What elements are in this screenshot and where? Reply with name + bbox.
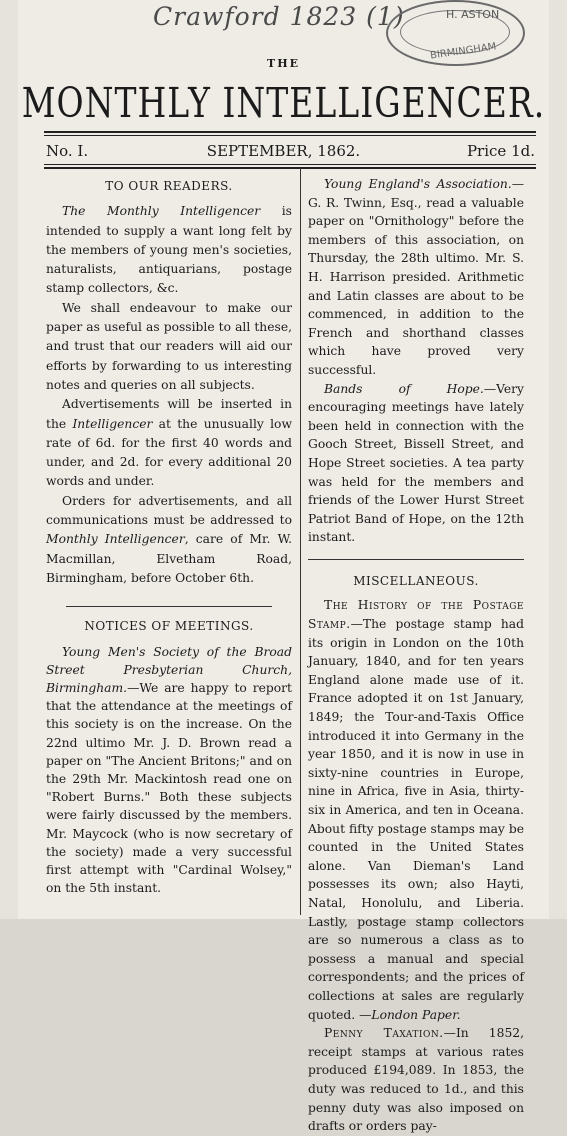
readers-paragraph-2: We shall endeavour to make our paper as useful as possible to all these, and trust that our readers will aid our efforts by forwarding to us interesting notes and queries on all subjects. xyxy=(46,300,292,392)
bands-of-hope-name: Bands of Hope. xyxy=(324,381,484,396)
readers-p4-a: Orders for advertisements, and all communications must be addressed to xyxy=(46,493,292,528)
meetings-heading: NOTICES OF MEETINGS. xyxy=(84,619,254,634)
penny-taxation-paragraph xyxy=(308,1024,524,1136)
meetings-p1-text: —We are happy to report that the attendance at the meetings of this society is on the increase. On the 22nd ultimo Mr. J. D. Brown read a paper on "The Ancient Britons;" and on the 29th Mr. Mackintosh read one on "Robert Burns." Both these subjects were fairly discussed by the members. Mr. Maycock (who is now secretary of the society) made a very successful first attempt with "Cardinal Wolsey," on the 5th instant. xyxy=(46,680,292,896)
association-text: —G. R. Twinn, Esq., read a valuable paper on "Ornithology" before the members of this association, on Thursday, the 28th ultimo. Mr. S. H. Harrison presided. Arithmetic and Latin classes are about to be commenced, in addition to the French and shorthand classes which have proved very successful. xyxy=(308,177,524,377)
readers-p3-em: Intelligencer xyxy=(72,416,153,431)
readers-paragraph-4 xyxy=(46,492,292,588)
issue-date: SEPTEMBER, 1862. xyxy=(206,142,361,160)
penny-taxation-text: —In 1852, receipt stamps at various rates produced £194,089. In 1853, the duty was reduced to 1d., and this penny duty was also imposed on drafts or orders pay- xyxy=(308,1026,524,1134)
penny-taxation-lead: Penny Taxation. xyxy=(324,1026,444,1041)
column-divider xyxy=(300,168,301,915)
masthead-rule-top-thin xyxy=(44,135,536,136)
right-column xyxy=(308,175,524,1136)
masthead-rule-bottom-thin xyxy=(44,164,536,165)
postage-history-text: —The postage stamp had its origin in London on the 10th January, 1840, and for ten years England alone made use of it. France adopted it on 1st January, 1849; the Tour-and-Taxis Office introduced it into Germany in the year 1850, and it is now in use in sixty-nine countries in Europe, nine in Africa, five in Asia, thirty-six in America, and ten in Oceana. About fifty postage stamps may be counted in the United States alone. Van Dieman's Land possesses its own; also Hayti, Natal, Honolulu, and Liberia. Lastly, postage stamp collectors are so numerous a class as to possess a manual and special correspondents; and the prices of collections at sales are regularly quoted. — xyxy=(308,617,524,1022)
postage-history-source: London Paper. xyxy=(371,1007,461,1022)
left-column xyxy=(46,177,292,897)
masthead-rule-top xyxy=(44,131,536,133)
masthead-the: THE xyxy=(267,57,300,70)
stamp-top-text: H. ASTON xyxy=(446,8,500,21)
meetings-paragraph-1 xyxy=(46,643,292,898)
readers-paragraph-1 xyxy=(46,202,292,298)
postage-history-lead: The History of the Postage Stamp. xyxy=(308,598,524,632)
readers-heading: TO OUR READERS. xyxy=(105,179,233,193)
meetings-society-name: Young Men's Society of the Broad Street Presbyterian Church, Birmingham. xyxy=(46,644,292,695)
readers-paragraph-3 xyxy=(46,395,292,491)
postage-history-paragraph xyxy=(308,596,524,1024)
misc-heading: MISCELLANEOUS. xyxy=(353,573,479,588)
masthead-title: MONTHLY INTELLIGENCER. xyxy=(21,78,546,127)
readers-p3-a: Advertisements will be inserted in the xyxy=(46,397,292,431)
masthead-rule-bottom xyxy=(44,167,536,169)
association-paragraph xyxy=(308,175,524,380)
stamp-bottom-text: BIRMINGHAM xyxy=(429,41,498,62)
newspaper-sheet xyxy=(18,0,549,1134)
readers-p3-b: at the unusually low rate of 6d. for the first 40 words and under, and 2d. for every additional 20 words and under. xyxy=(46,416,292,489)
readers-section-rule xyxy=(66,588,272,607)
handwritten-annotation: Crawford 1823 (1) xyxy=(153,2,405,31)
readers-p4-em: Monthly Intelligencer xyxy=(46,532,185,547)
readers-p1-text: is intended to supply a want long felt by the members of young men's societies, naturalists, antiquarians, postage stamp collectors, &c. xyxy=(46,204,292,296)
bands-of-hope-text: —Very encouraging meetings have lately been held in connection with the Gooch Street, Bissell Street, and Hope Street societies. A tea party was held for the members and friends of the Lower Hurst Street Patriot Band of Hope, on the 12th instant. xyxy=(308,381,524,545)
misc-section-rule xyxy=(308,547,524,560)
association-name: Young England's Association. xyxy=(324,177,512,191)
issue-number: No. I. xyxy=(46,142,89,160)
bands-of-hope-paragraph xyxy=(308,380,524,547)
readers-p4-b: , care of Mr. W. Macmillan, Elvetham Road, Birmingham, before October 6th. xyxy=(46,532,292,585)
issue-price: Price 1d. xyxy=(466,142,535,160)
readers-p1-title: The Monthly Intelligencer xyxy=(62,204,261,219)
